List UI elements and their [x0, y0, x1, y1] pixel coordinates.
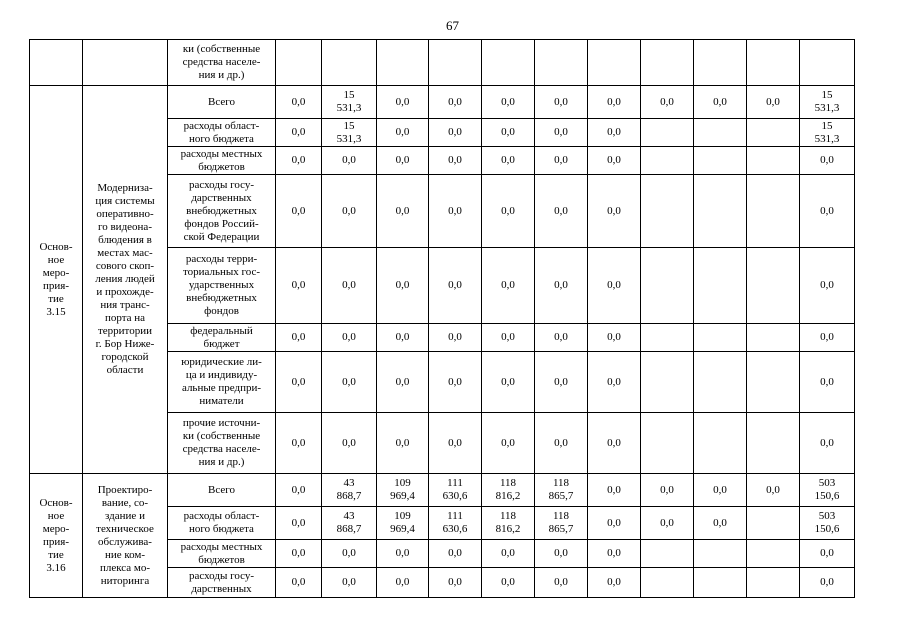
- value-cell: 0,0: [276, 86, 322, 119]
- value-cell: [694, 119, 747, 147]
- value-cell: 0,0: [276, 507, 322, 540]
- category-cell: расходы госу- дарственных: [168, 568, 276, 598]
- value-cell: [694, 248, 747, 324]
- table-row: [30, 86, 855, 119]
- value-cell: 0,0: [535, 540, 588, 568]
- value-cell: [588, 40, 641, 86]
- value-cell: 0,0: [276, 248, 322, 324]
- value-cell: 0,0: [588, 86, 641, 119]
- value-cell: [694, 413, 747, 474]
- value-cell: 0,0: [694, 86, 747, 119]
- value-cell: 0,0: [800, 540, 855, 568]
- value-cell: [747, 324, 800, 352]
- value-cell: 0,0: [377, 324, 429, 352]
- value-cell: [694, 147, 747, 175]
- value-cell: 0,0: [322, 568, 377, 598]
- value-cell: 0,0: [800, 568, 855, 598]
- value-cell: 0,0: [377, 147, 429, 175]
- value-cell: [641, 248, 694, 324]
- value-cell: 0,0: [322, 540, 377, 568]
- value-cell: 0,0: [322, 175, 377, 248]
- section-cell: [30, 40, 83, 86]
- category-cell: ки (собственные средства населе- ния и др.): [168, 40, 276, 86]
- section-cell: Основ- ное меро- прия- тие 3.15: [30, 86, 83, 474]
- page-number: 67: [446, 18, 459, 33]
- value-cell: [641, 352, 694, 413]
- value-cell: [322, 40, 377, 86]
- value-cell: 0,0: [641, 86, 694, 119]
- value-cell: 0,0: [694, 507, 747, 540]
- value-cell: 118 816,2: [482, 507, 535, 540]
- value-cell: 0,0: [322, 248, 377, 324]
- value-cell: 0,0: [322, 413, 377, 474]
- value-cell: 0,0: [482, 413, 535, 474]
- value-cell: 0,0: [588, 474, 641, 507]
- value-cell: 118 865,7: [535, 507, 588, 540]
- value-cell: 503 150,6: [800, 507, 855, 540]
- value-cell: 111 630,6: [429, 474, 482, 507]
- value-cell: [747, 540, 800, 568]
- value-cell: 0,0: [429, 413, 482, 474]
- value-cell: [482, 40, 535, 86]
- value-cell: 0,0: [482, 147, 535, 175]
- value-cell: 0,0: [747, 474, 800, 507]
- value-cell: [641, 540, 694, 568]
- value-cell: [747, 119, 800, 147]
- value-cell: [800, 40, 855, 86]
- category-cell: расходы терри- ториальных гос- ударственных внебюджетных фондов: [168, 248, 276, 324]
- value-cell: 15 531,3: [800, 119, 855, 147]
- value-cell: 0,0: [482, 119, 535, 147]
- value-cell: [641, 40, 694, 86]
- value-cell: [747, 352, 800, 413]
- value-cell: 0,0: [535, 147, 588, 175]
- category-cell: расходы госу- дарственных внебюджетных фондов Россий- ской Федерации: [168, 175, 276, 248]
- value-cell: [641, 324, 694, 352]
- value-cell: 0,0: [429, 568, 482, 598]
- value-cell: [694, 540, 747, 568]
- value-cell: 0,0: [800, 175, 855, 248]
- value-cell: [694, 40, 747, 86]
- value-cell: 0,0: [535, 248, 588, 324]
- value-cell: 15 531,3: [322, 119, 377, 147]
- value-cell: [377, 40, 429, 86]
- value-cell: 0,0: [377, 175, 429, 248]
- value-cell: [694, 175, 747, 248]
- value-cell: 0,0: [588, 540, 641, 568]
- section-cell: Основ- ное меро- прия- тие 3.16: [30, 474, 83, 598]
- value-cell: 0,0: [377, 413, 429, 474]
- value-cell: 0,0: [535, 175, 588, 248]
- value-cell: 0,0: [276, 147, 322, 175]
- value-cell: 0,0: [377, 352, 429, 413]
- value-cell: 43 868,7: [322, 474, 377, 507]
- value-cell: [747, 507, 800, 540]
- value-cell: 0,0: [276, 568, 322, 598]
- category-cell: юридические ли- ца и индивиду- альные предпри- ниматели: [168, 352, 276, 413]
- activity-name-cell: Проектиро- вание, со- здание и техническое обслужива- ние ком- плекса мо- ниторинга: [83, 474, 168, 598]
- table-row: [30, 474, 855, 507]
- value-cell: 0,0: [276, 413, 322, 474]
- value-cell: 0,0: [588, 324, 641, 352]
- value-cell: 0,0: [276, 175, 322, 248]
- value-cell: 0,0: [276, 352, 322, 413]
- value-cell: [641, 119, 694, 147]
- value-cell: [641, 175, 694, 248]
- value-cell: [747, 413, 800, 474]
- category-cell: расходы област- ного бюджета: [168, 119, 276, 147]
- value-cell: 0,0: [429, 86, 482, 119]
- category-cell: прочие источни- ки (собственные средства населе- ния и др.): [168, 413, 276, 474]
- value-cell: 43 868,7: [322, 507, 377, 540]
- value-cell: 0,0: [800, 324, 855, 352]
- value-cell: 0,0: [588, 413, 641, 474]
- value-cell: [747, 40, 800, 86]
- value-cell: [694, 352, 747, 413]
- value-cell: 0,0: [482, 324, 535, 352]
- value-cell: 0,0: [322, 147, 377, 175]
- value-cell: 0,0: [747, 86, 800, 119]
- budget-table: [29, 39, 855, 598]
- value-cell: 0,0: [588, 248, 641, 324]
- value-cell: 0,0: [535, 86, 588, 119]
- value-cell: 0,0: [800, 248, 855, 324]
- value-cell: 0,0: [276, 540, 322, 568]
- value-cell: 15 531,3: [322, 86, 377, 119]
- value-cell: [641, 147, 694, 175]
- value-cell: 0,0: [322, 324, 377, 352]
- value-cell: 0,0: [588, 119, 641, 147]
- value-cell: 0,0: [535, 568, 588, 598]
- value-cell: [747, 147, 800, 175]
- value-cell: 0,0: [800, 413, 855, 474]
- value-cell: 0,0: [482, 568, 535, 598]
- value-cell: 0,0: [429, 147, 482, 175]
- value-cell: 0,0: [588, 507, 641, 540]
- value-cell: 15 531,3: [800, 86, 855, 119]
- value-cell: 0,0: [322, 352, 377, 413]
- value-cell: 0,0: [429, 175, 482, 248]
- value-cell: [535, 40, 588, 86]
- value-cell: 0,0: [535, 352, 588, 413]
- value-cell: 0,0: [535, 324, 588, 352]
- category-cell: расходы местных бюджетов: [168, 147, 276, 175]
- value-cell: 0,0: [588, 352, 641, 413]
- value-cell: [747, 175, 800, 248]
- category-cell: расходы област- ного бюджета: [168, 507, 276, 540]
- value-cell: 0,0: [377, 119, 429, 147]
- value-cell: 0,0: [276, 119, 322, 147]
- activity-name-cell: [83, 40, 168, 86]
- value-cell: 0,0: [482, 175, 535, 248]
- value-cell: 0,0: [588, 147, 641, 175]
- value-cell: [641, 568, 694, 598]
- value-cell: 0,0: [535, 119, 588, 147]
- category-cell: Всего: [168, 86, 276, 119]
- value-cell: [747, 568, 800, 598]
- value-cell: 0,0: [482, 86, 535, 119]
- value-cell: 0,0: [377, 568, 429, 598]
- value-cell: [694, 568, 747, 598]
- value-cell: 0,0: [429, 324, 482, 352]
- table-row: [30, 40, 855, 86]
- value-cell: 0,0: [641, 507, 694, 540]
- category-cell: Всего: [168, 474, 276, 507]
- value-cell: 0,0: [588, 175, 641, 248]
- value-cell: 0,0: [641, 474, 694, 507]
- value-cell: 0,0: [276, 324, 322, 352]
- category-cell: расходы местных бюджетов: [168, 540, 276, 568]
- value-cell: 0,0: [535, 413, 588, 474]
- value-cell: 0,0: [800, 352, 855, 413]
- value-cell: [747, 248, 800, 324]
- value-cell: 0,0: [429, 119, 482, 147]
- value-cell: [429, 40, 482, 86]
- value-cell: 109 969,4: [377, 474, 429, 507]
- value-cell: 111 630,6: [429, 507, 482, 540]
- value-cell: 0,0: [429, 352, 482, 413]
- value-cell: 0,0: [276, 474, 322, 507]
- value-cell: 109 969,4: [377, 507, 429, 540]
- value-cell: 0,0: [377, 540, 429, 568]
- value-cell: [641, 413, 694, 474]
- value-cell: 0,0: [377, 248, 429, 324]
- value-cell: 0,0: [429, 248, 482, 324]
- value-cell: 0,0: [800, 147, 855, 175]
- value-cell: 0,0: [694, 474, 747, 507]
- activity-name-cell: Модерниза- ция системы оперативно- го видеона- блюдения в местах мас- сового скоп- ления людей и прохожде- ния транс- порта на территории г. Бор Ниже- городской области: [83, 86, 168, 474]
- value-cell: 503 150,6: [800, 474, 855, 507]
- value-cell: 118 816,2: [482, 474, 535, 507]
- category-cell: федеральный бюджет: [168, 324, 276, 352]
- value-cell: 0,0: [588, 568, 641, 598]
- value-cell: 0,0: [482, 540, 535, 568]
- value-cell: 118 865,7: [535, 474, 588, 507]
- value-cell: 0,0: [377, 86, 429, 119]
- value-cell: [276, 40, 322, 86]
- value-cell: 0,0: [482, 352, 535, 413]
- value-cell: 0,0: [429, 540, 482, 568]
- value-cell: 0,0: [482, 248, 535, 324]
- value-cell: [694, 324, 747, 352]
